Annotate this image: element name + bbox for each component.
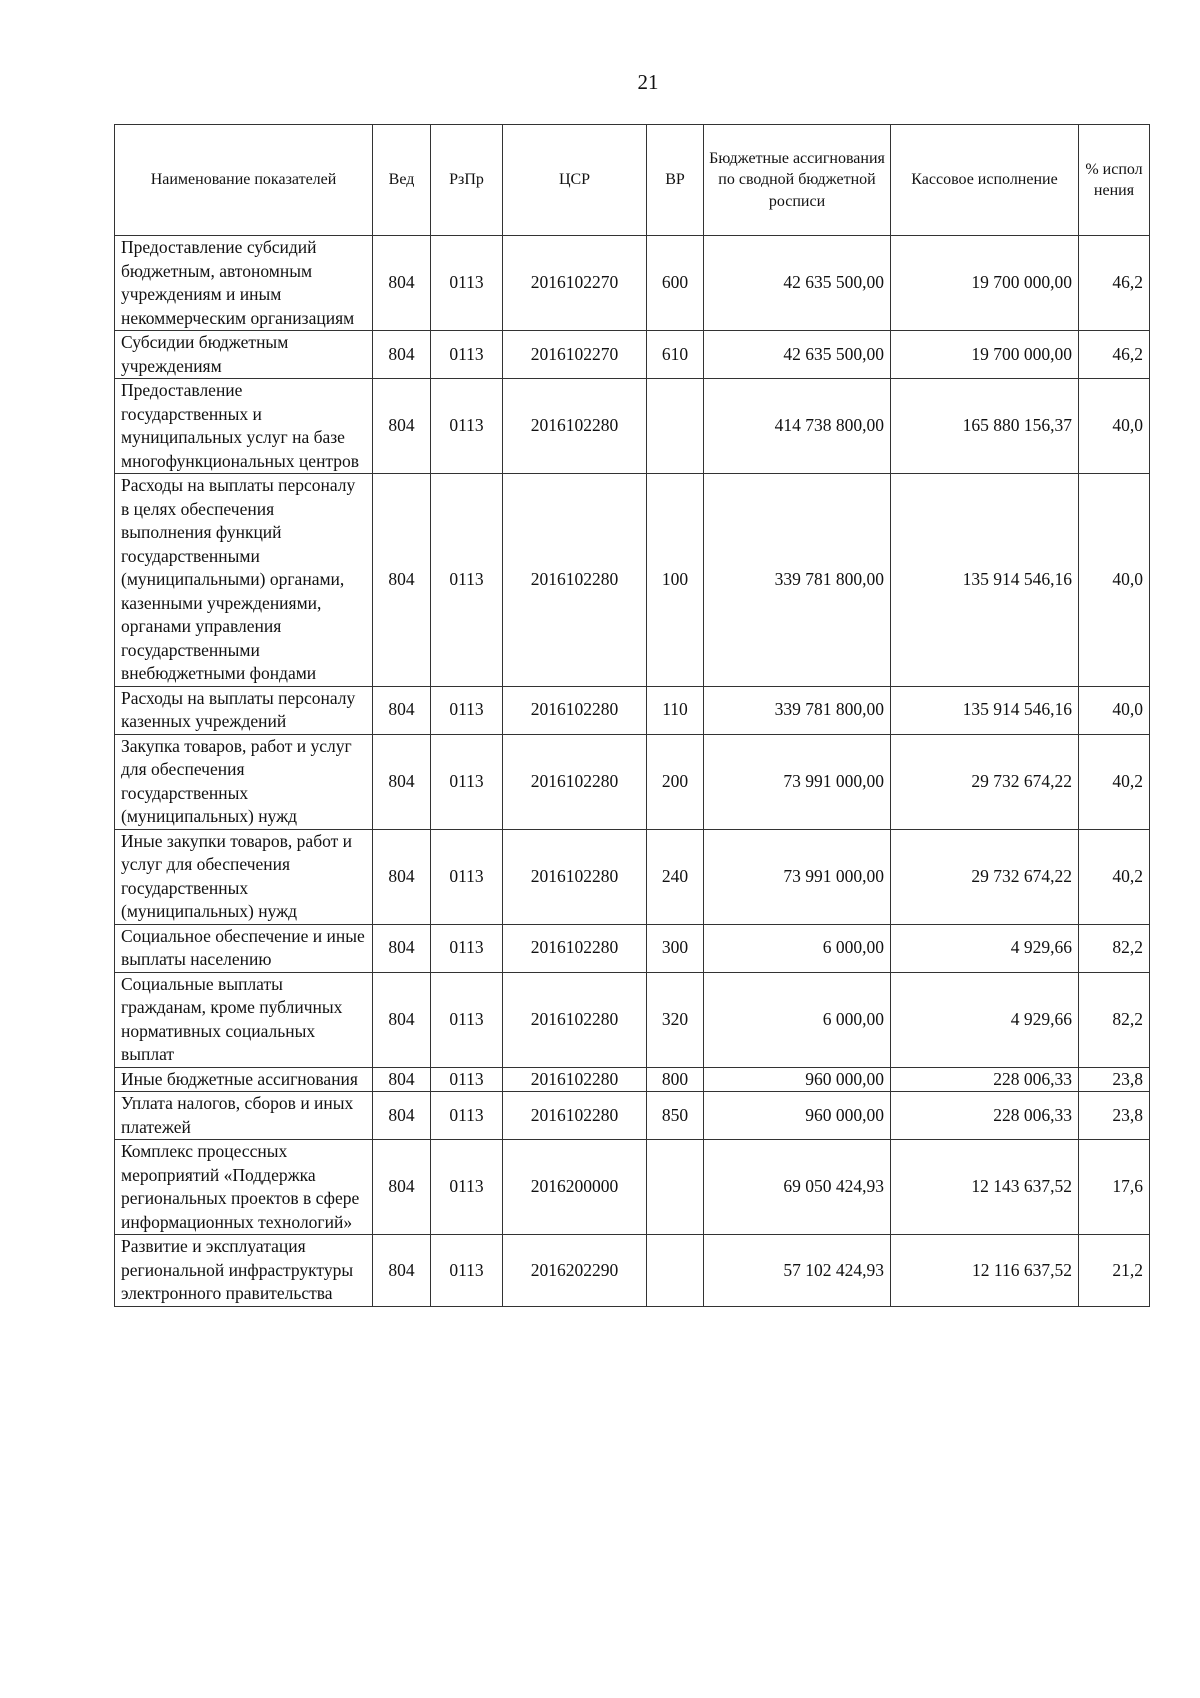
cell-csr: 2016102280	[503, 379, 647, 474]
cell-budget: 339 781 800,00	[704, 686, 891, 734]
cell-budget: 57 102 424,93	[704, 1235, 891, 1307]
table-row	[115, 972, 1150, 1067]
cell-vr: 240	[647, 829, 704, 924]
table-body	[115, 236, 1150, 1307]
cell-name: Расходы на выплаты персоналу казенных учреждений	[115, 686, 373, 734]
cell-budget: 69 050 424,93	[704, 1140, 891, 1235]
cell-budget: 42 635 500,00	[704, 331, 891, 379]
cell-name: Иные бюджетные ассигнования	[115, 1067, 373, 1092]
table-row	[115, 1067, 1150, 1092]
cell-percent: 82,2	[1079, 972, 1150, 1067]
cell-budget: 42 635 500,00	[704, 236, 891, 331]
cell-percent: 82,2	[1079, 924, 1150, 972]
cell-budget: 6 000,00	[704, 972, 891, 1067]
cell-rzpr: 0113	[431, 331, 503, 379]
cell-name: Субсидии бюджетным учреждениям	[115, 331, 373, 379]
cell-ved: 804	[373, 972, 431, 1067]
table-row	[115, 924, 1150, 972]
cell-percent: 46,2	[1079, 331, 1150, 379]
header-percent: % испол нения	[1079, 125, 1150, 236]
header-name: Наименование показателей	[115, 125, 373, 236]
cell-csr: 2016202290	[503, 1235, 647, 1307]
table-row	[115, 1092, 1150, 1140]
cell-cash: 19 700 000,00	[891, 236, 1079, 331]
table-row	[115, 474, 1150, 687]
cell-budget: 6 000,00	[704, 924, 891, 972]
cell-ved: 804	[373, 1235, 431, 1307]
cell-name: Закупка товаров, работ и услуг для обеспечения государственных (муниципальных) нужд	[115, 734, 373, 829]
header-rzpr: РзПр	[431, 125, 503, 236]
cell-csr: 2016102280	[503, 474, 647, 687]
cell-percent: 17,6	[1079, 1140, 1150, 1235]
header-budget: Бюджетные ассигнования по сводной бюджетной росписи	[704, 125, 891, 236]
cell-percent: 23,8	[1079, 1067, 1150, 1092]
cell-rzpr: 0113	[431, 972, 503, 1067]
cell-ved: 804	[373, 1140, 431, 1235]
cell-csr: 2016102280	[503, 924, 647, 972]
cell-rzpr: 0113	[431, 924, 503, 972]
cell-name: Уплата налогов, сборов и иных платежей	[115, 1092, 373, 1140]
cell-rzpr: 0113	[431, 734, 503, 829]
table-row	[115, 379, 1150, 474]
cell-budget: 960 000,00	[704, 1067, 891, 1092]
cell-csr: 2016102280	[503, 829, 647, 924]
cell-cash: 135 914 546,16	[891, 474, 1079, 687]
cell-ved: 804	[373, 1092, 431, 1140]
cell-csr: 2016102270	[503, 331, 647, 379]
header-cash: Кассовое исполнение	[891, 125, 1079, 236]
cell-rzpr: 0113	[431, 1140, 503, 1235]
cell-rzpr: 0113	[431, 829, 503, 924]
cell-cash: 12 116 637,52	[891, 1235, 1079, 1307]
cell-rzpr: 0113	[431, 1092, 503, 1140]
cell-name: Социальное обеспечение и иные выплаты населению	[115, 924, 373, 972]
cell-percent: 40,0	[1079, 686, 1150, 734]
cell-vr: 200	[647, 734, 704, 829]
cell-name: Комплекс процессных мероприятий «Поддержка региональных проектов в сфере информационных технологий»	[115, 1140, 373, 1235]
cell-budget: 73 991 000,00	[704, 734, 891, 829]
table-row	[115, 686, 1150, 734]
table-row	[115, 331, 1150, 379]
cell-percent: 23,8	[1079, 1092, 1150, 1140]
cell-csr: 2016102280	[503, 1067, 647, 1092]
cell-vr: 100	[647, 474, 704, 687]
cell-percent: 21,2	[1079, 1235, 1150, 1307]
cell-vr: 800	[647, 1067, 704, 1092]
table-header-row	[115, 125, 1150, 236]
cell-csr: 2016102270	[503, 236, 647, 331]
table-row	[115, 1140, 1150, 1235]
cell-ved: 804	[373, 686, 431, 734]
cell-ved: 804	[373, 236, 431, 331]
header-vr: ВР	[647, 125, 704, 236]
cell-vr: 600	[647, 236, 704, 331]
cell-name: Предоставление государственных и муниципальных услуг на базе многофункциональных центров	[115, 379, 373, 474]
cell-cash: 19 700 000,00	[891, 331, 1079, 379]
header-csr: ЦСР	[503, 125, 647, 236]
table-row	[115, 236, 1150, 331]
cell-vr	[647, 379, 704, 474]
cell-cash: 165 880 156,37	[891, 379, 1079, 474]
cell-csr: 2016102280	[503, 686, 647, 734]
cell-rzpr: 0113	[431, 474, 503, 687]
cell-ved: 804	[373, 474, 431, 687]
cell-percent: 40,0	[1079, 379, 1150, 474]
cell-percent: 40,2	[1079, 829, 1150, 924]
cell-vr: 320	[647, 972, 704, 1067]
cell-percent: 40,0	[1079, 474, 1150, 687]
cell-ved: 804	[373, 1067, 431, 1092]
cell-ved: 804	[373, 734, 431, 829]
page-number: 21	[637, 70, 659, 94]
cell-name: Развитие и эксплуатация региональной инфраструктуры электронного правительства	[115, 1235, 373, 1307]
cell-name: Социальные выплаты гражданам, кроме публичных нормативных социальных выплат	[115, 972, 373, 1067]
cell-percent: 40,2	[1079, 734, 1150, 829]
cell-cash: 29 732 674,22	[891, 734, 1079, 829]
cell-budget: 960 000,00	[704, 1092, 891, 1140]
cell-budget: 414 738 800,00	[704, 379, 891, 474]
cell-rzpr: 0113	[431, 379, 503, 474]
cell-rzpr: 0113	[431, 236, 503, 331]
cell-budget: 73 991 000,00	[704, 829, 891, 924]
cell-cash: 228 006,33	[891, 1067, 1079, 1092]
table-row	[115, 734, 1150, 829]
cell-cash: 135 914 546,16	[891, 686, 1079, 734]
cell-percent: 46,2	[1079, 236, 1150, 331]
cell-cash: 4 929,66	[891, 924, 1079, 972]
cell-name: Расходы на выплаты персоналу в целях обеспечения выполнения функций государственными (муниципальными) органами, казенными учреждениями, органами управления государственными внебюджетными фондами	[115, 474, 373, 687]
cell-name: Предоставление субсидий бюджетным, автономным учреждениям и иным некоммерческим организациям	[115, 236, 373, 331]
cell-budget: 339 781 800,00	[704, 474, 891, 687]
cell-csr: 2016102280	[503, 972, 647, 1067]
cell-ved: 804	[373, 379, 431, 474]
cell-cash: 12 143 637,52	[891, 1140, 1079, 1235]
header-ved: Вед	[373, 125, 431, 236]
cell-vr: 850	[647, 1092, 704, 1140]
cell-ved: 804	[373, 331, 431, 379]
cell-ved: 804	[373, 924, 431, 972]
cell-rzpr: 0113	[431, 686, 503, 734]
cell-csr: 2016200000	[503, 1140, 647, 1235]
cell-vr	[647, 1140, 704, 1235]
cell-rzpr: 0113	[431, 1067, 503, 1092]
cell-rzpr: 0113	[431, 1235, 503, 1307]
cell-vr	[647, 1235, 704, 1307]
cell-cash: 4 929,66	[891, 972, 1079, 1067]
cell-vr: 610	[647, 331, 704, 379]
budget-execution-table	[114, 124, 1150, 1307]
cell-cash: 29 732 674,22	[891, 829, 1079, 924]
table-row	[115, 1235, 1150, 1307]
cell-cash: 228 006,33	[891, 1092, 1079, 1140]
cell-csr: 2016102280	[503, 734, 647, 829]
cell-vr: 300	[647, 924, 704, 972]
cell-ved: 804	[373, 829, 431, 924]
cell-name: Иные закупки товаров, работ и услуг для обеспечения государственных (муниципальных) нужд	[115, 829, 373, 924]
cell-vr: 110	[647, 686, 704, 734]
cell-csr: 2016102280	[503, 1092, 647, 1140]
table-row	[115, 829, 1150, 924]
